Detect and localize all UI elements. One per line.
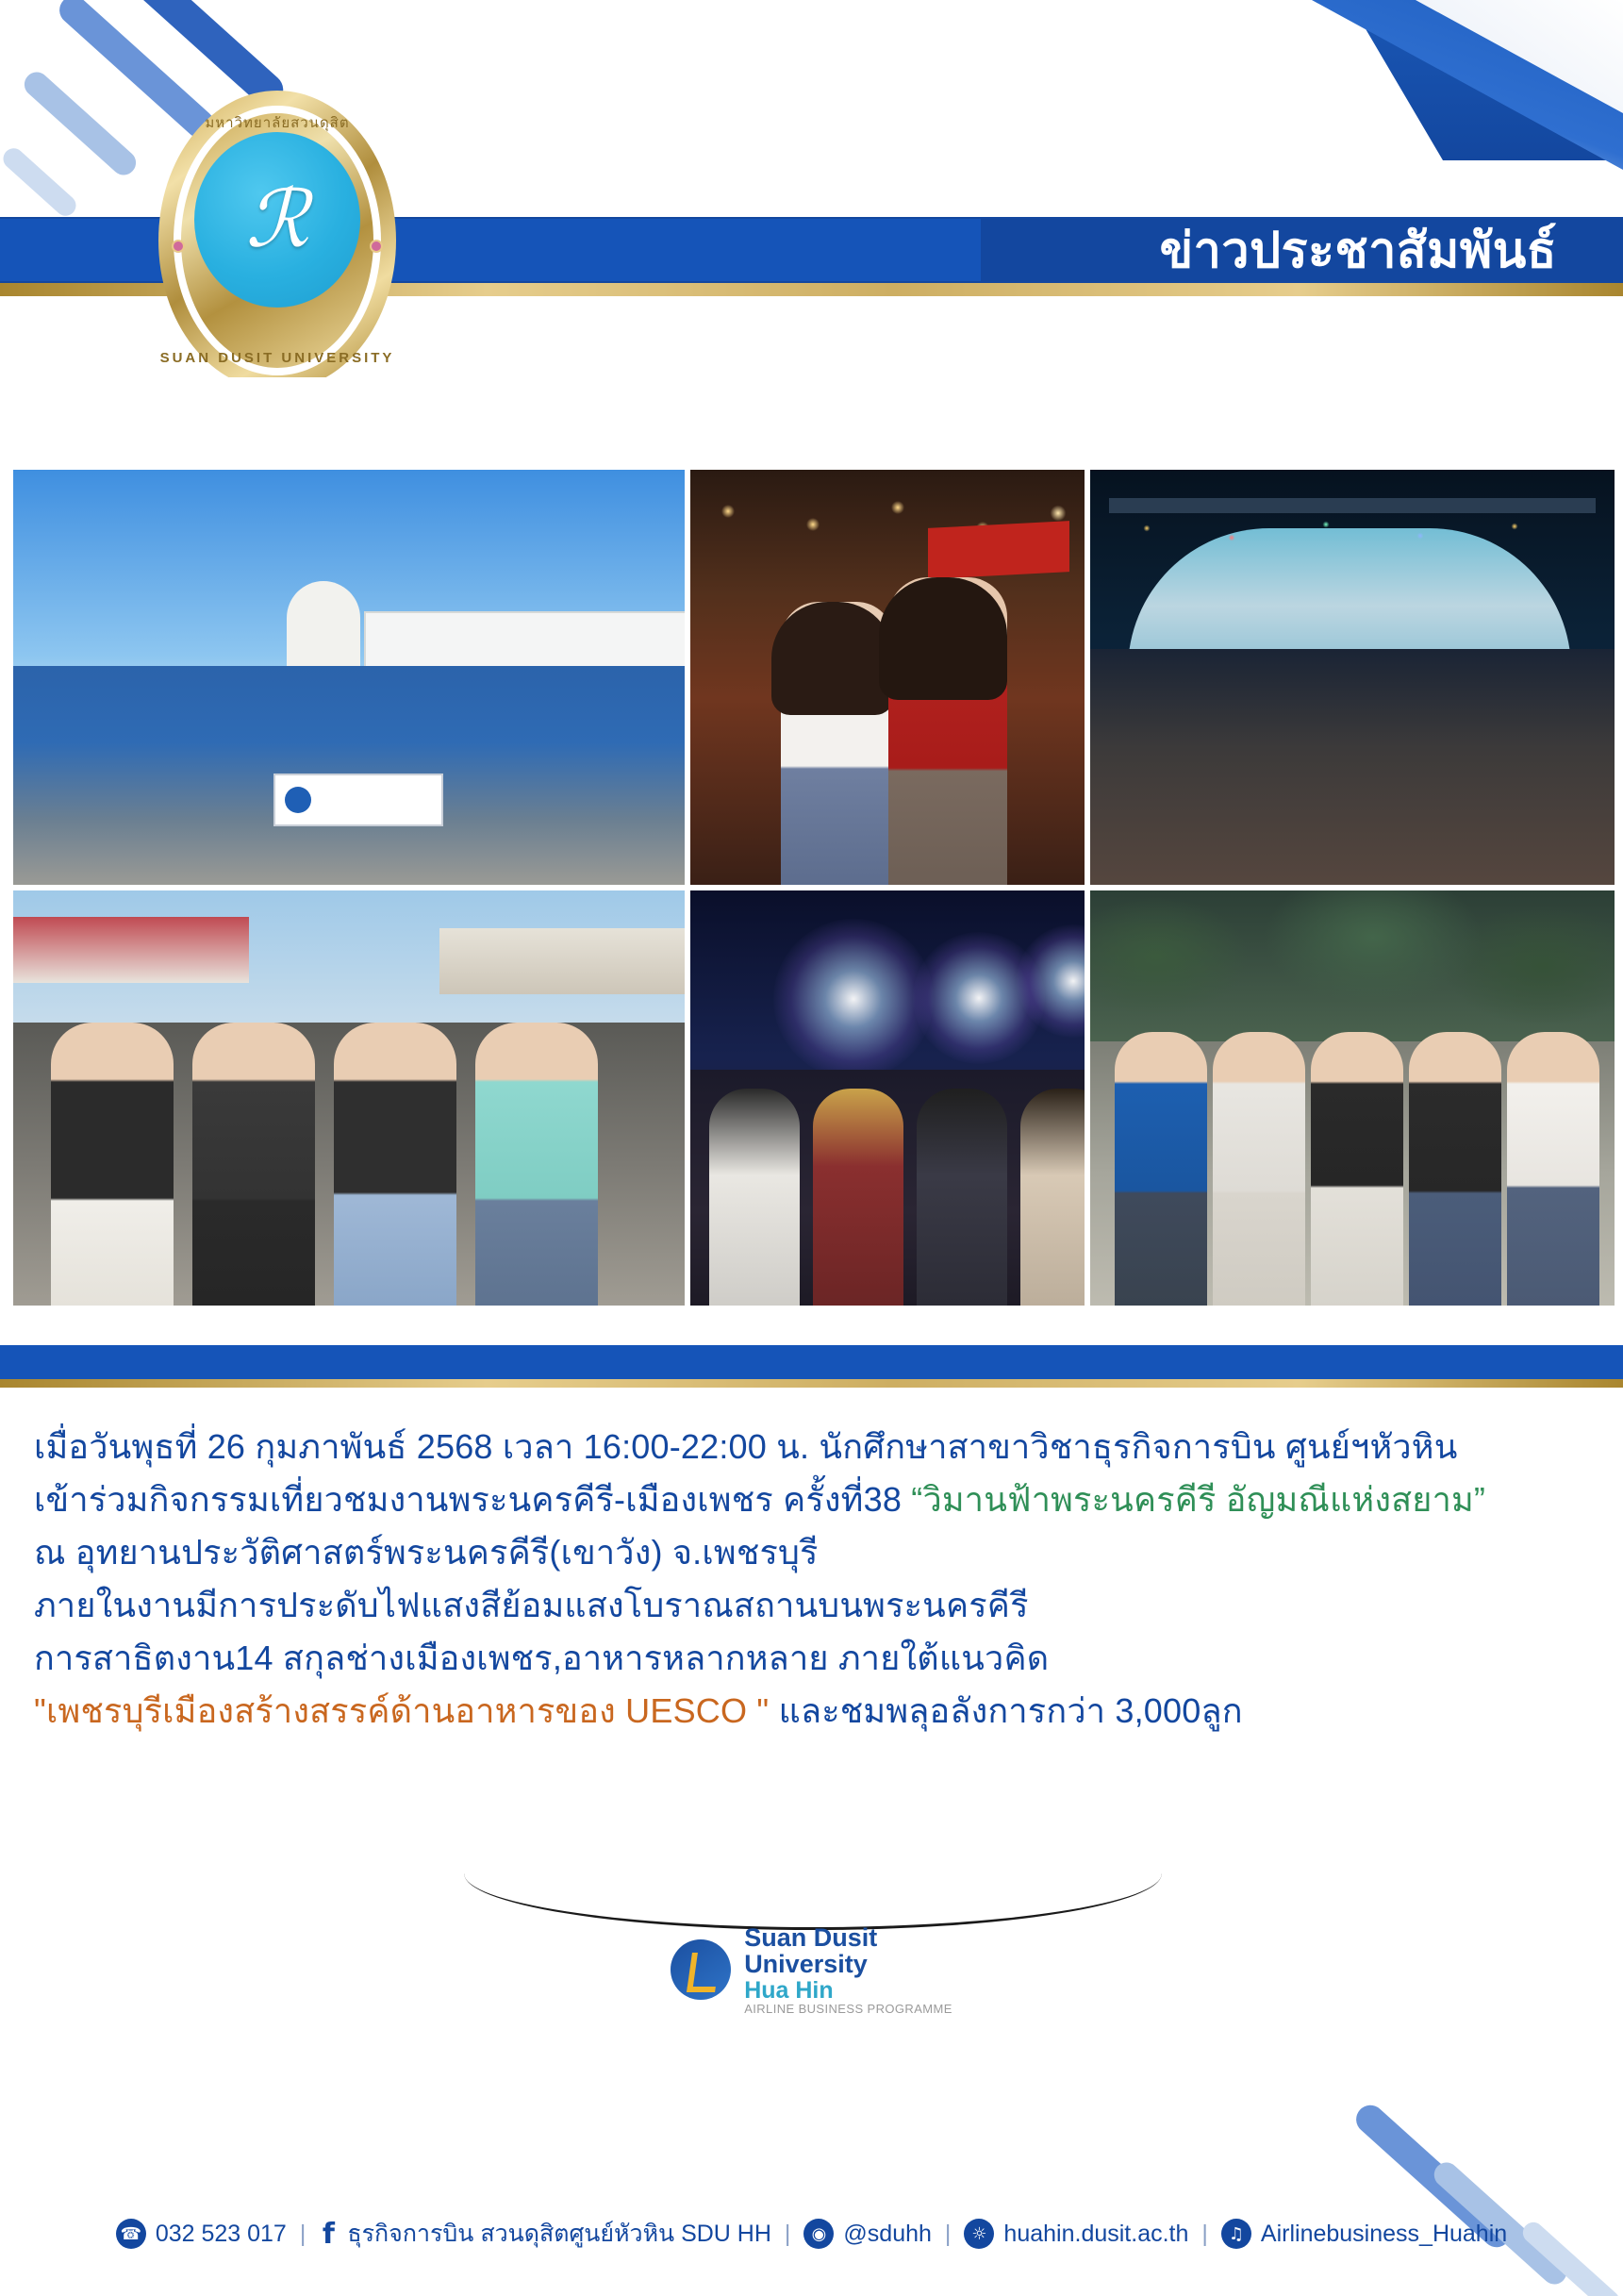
photo-group-photo-banner	[13, 470, 685, 885]
contact-tiktok-value: Airlinebusiness_Huahin	[1260, 2220, 1508, 2247]
phone-icon: ☎	[116, 2219, 146, 2249]
body-line-5: การสาธิตงาน14 สกุลช่างเมืองเพชร,อาหารหลากหลาย ภายใต้แนวคิด	[34, 1639, 1050, 1677]
announcement-body	[34, 1421, 1599, 1738]
contact-phone[interactable]	[116, 2219, 287, 2249]
contact-phone-value: 032 523 017	[155, 2220, 287, 2247]
contact-separator: |	[944, 2220, 952, 2247]
photo-five-students-outdoor	[1090, 890, 1615, 1306]
globe-icon: ☼	[964, 2219, 994, 2249]
contact-tiktok[interactable]	[1221, 2219, 1507, 2249]
footer-swoosh-divider	[464, 1873, 1162, 1930]
body-line-2: เข้าร่วมกิจกรรมเที่ยวชมงานพระนครคีรี-เมืองเพชร ครั้งที่38 “วิมานฟ้าพระนครคีรี อัญมณีแห่งสยาม”	[34, 1480, 1486, 1519]
logo-gem-icon	[172, 240, 185, 253]
contact-bar	[0, 2215, 1623, 2253]
section-divider-blue	[0, 1345, 1623, 1379]
program-logo-line2: University	[744, 1950, 868, 1979]
body-line-6: "เพชรบุรีเมืองสร้างสรรค์ด้านอาหารของ UESCO " และชมพลุอลังการกว่า 3,000ลูก	[34, 1691, 1243, 1730]
logo-monogram-icon: ℛ	[245, 176, 309, 264]
body-line-1: เมื่อวันพุธที่ 26 กุมภาพันธ์ 2568 เวลา 16:00-22:00 น. นักศึกษาสาขาวิชาธุรกิจการบิน ศูนย์ฯหัวหิน	[34, 1427, 1458, 1466]
contact-website-value: huahin.dusit.ac.th	[1003, 2220, 1189, 2247]
contact-separator: |	[299, 2220, 306, 2247]
poster-header	[0, 0, 1623, 377]
university-logo	[158, 91, 396, 377]
photo-daytime-market-four-students	[13, 890, 685, 1306]
section-divider-gold	[0, 1379, 1623, 1388]
body-line-4: ภายในงานมีการประดับไฟแสงสีย้อมแสงโบราณสถานบนพระนครคีรี	[34, 1586, 1029, 1624]
instagram-icon: ◉	[803, 2219, 834, 2249]
contact-separator: |	[1201, 2220, 1208, 2247]
photo-collage	[13, 470, 1611, 1306]
program-logo-line1: Suan Dusit	[744, 1923, 878, 1952]
footer-program-logo	[0, 1924, 1623, 2016]
logo-gem-icon	[370, 240, 383, 253]
contact-separator: |	[784, 2220, 791, 2247]
contact-facebook-value: ธุรกิจการบิน สวนดุสิตศูนย์หัวหิน SDU HH	[347, 2221, 771, 2247]
facebook-icon: f	[322, 2217, 335, 2251]
contact-facebook[interactable]	[319, 2215, 771, 2253]
body-line-3: ณ อุทยานประวัติศาสตร์พระนครคีรี(เขาวัง) จ.เพชรบุรี	[34, 1533, 819, 1572]
contact-website[interactable]	[964, 2219, 1188, 2249]
header-band-inner	[0, 219, 981, 281]
logo-top-text: มหาวิทยาลัยสวนดุสิต	[205, 115, 350, 131]
program-logo-line3: Hua Hin	[744, 1976, 834, 2004]
program-logo-icon	[671, 1939, 731, 2000]
photo-concert-stage-crowd	[1090, 470, 1615, 885]
logo-bottom-text: SUAN DUSIT UNIVERSITY	[159, 350, 395, 366]
page-title: ข่าวประชาสัมพันธ์	[1159, 224, 1557, 278]
program-logo-line4: AIRLINE BUSINESS PROGRAMME	[744, 2001, 952, 2016]
photo-fireworks-over-khao-wang	[690, 890, 1085, 1306]
contact-instagram[interactable]	[803, 2219, 932, 2249]
contact-instagram-value: @sduhh	[843, 2220, 932, 2247]
program-logo-text	[744, 1924, 952, 2016]
photo-night-market-two-students	[690, 470, 1085, 885]
tiktok-icon: ♫	[1221, 2219, 1251, 2249]
